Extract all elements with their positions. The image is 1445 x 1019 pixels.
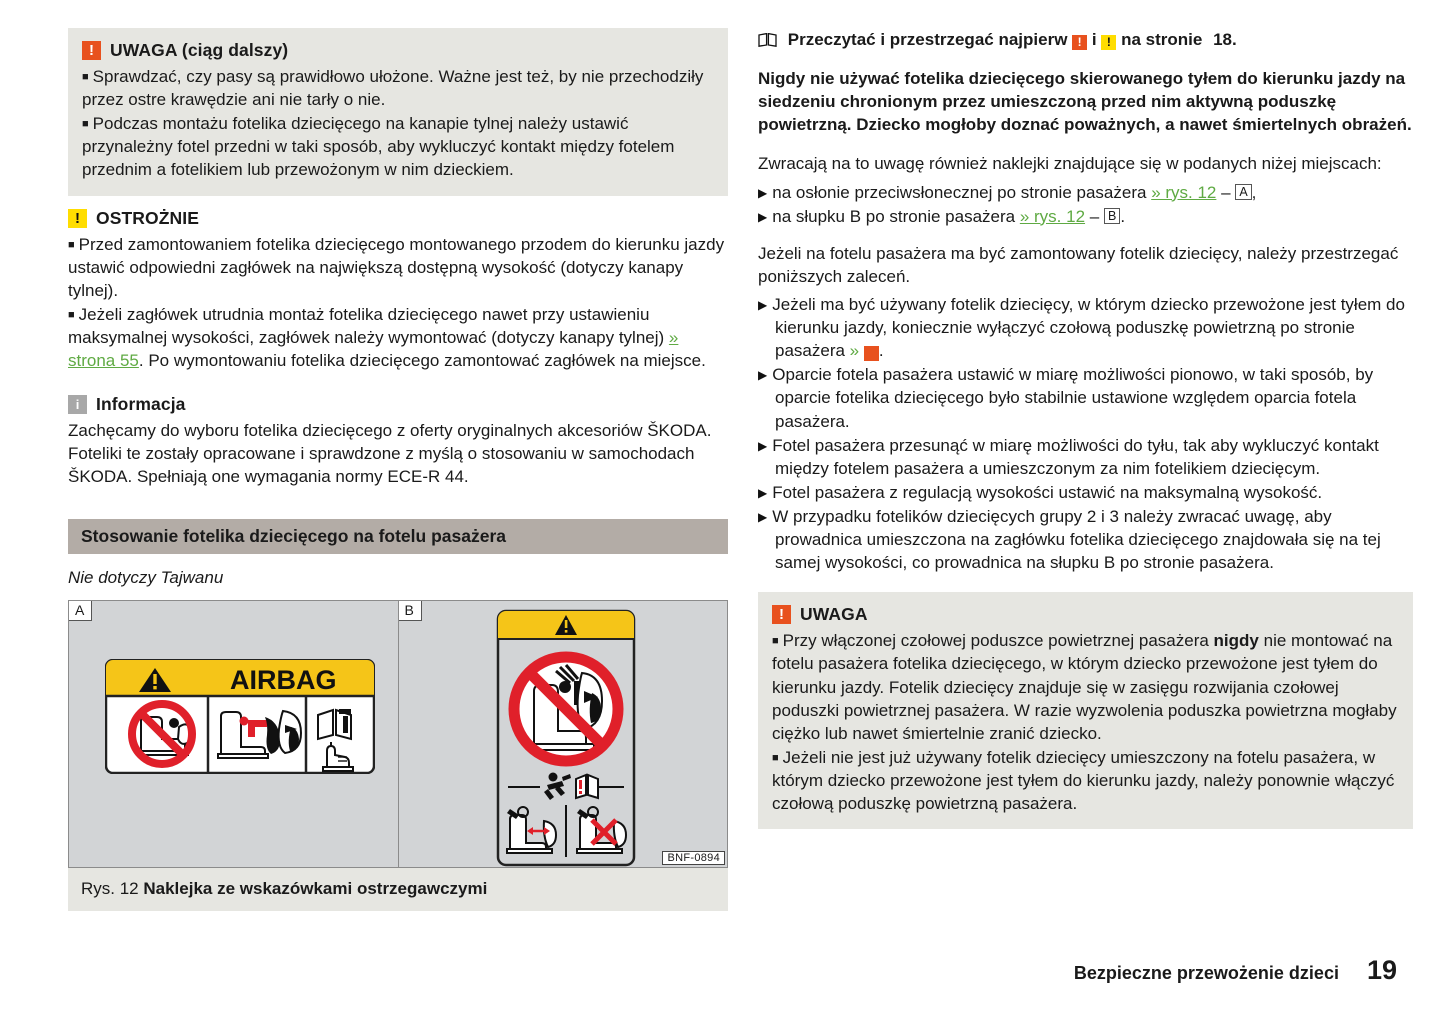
sticker-location-item: ▶ na osłonie przeciwsłonecznej po stronie pasażera » rys. 12 – A ,	[758, 182, 1257, 202]
footer-page-number: 19	[1366, 955, 1397, 985]
triangle-bullet-icon: ▶	[758, 485, 768, 500]
reference-arrow: »	[849, 341, 860, 361]
callout-uwaga-continued	[68, 28, 728, 196]
caution-exclamation-icon: !	[68, 209, 87, 228]
recommendation-item: ▶ Oparcie fotela pasażera ustawić w miarę możliwości pionowo, w taki sposób, by oparcie fotelika dziecięcego było stabilnie ustawione względem oparcia fotela pasażera.	[758, 365, 1374, 431]
triangle-bullet-icon: ▶	[758, 209, 768, 224]
triangle-bullet-icon: ▶	[758, 438, 768, 453]
svg-text:AIRBAG: AIRBAG	[230, 664, 337, 695]
figure-block	[68, 600, 728, 911]
callout-title: UWAGA	[800, 604, 868, 625]
square-bullet-icon: ■	[772, 635, 779, 648]
cross-reference-link[interactable]: » strona 55	[68, 327, 679, 371]
footer-chapter-title: Bezpieczne przewożenie dzieci	[1073, 963, 1339, 983]
square-bullet-icon: ■	[68, 308, 75, 321]
airbag-sticker-b	[496, 609, 636, 867]
label-reference-b: B	[1104, 208, 1120, 224]
information-icon: i	[68, 395, 87, 414]
recommendation-item: ▶ Jeżeli ma być używany fotelik dziecięcy, w którym dziecko przewożone jest tyłem do kierunku jazdy, koniecznie wyłączyć czołową poduszkę powietrzną po stronie pasażera » ! .	[758, 294, 1405, 361]
warning-exclamation-icon: !	[82, 41, 101, 60]
triangle-bullet-icon: ▶	[758, 185, 768, 200]
label-reference-a: A	[1235, 184, 1251, 200]
callout-header	[772, 604, 1399, 625]
figure-reference-link[interactable]: » rys. 12	[1151, 182, 1217, 202]
square-bullet-icon: ■	[68, 238, 75, 251]
sticker-location-item: ▶ na słupku B po stronie pasażera » rys. 12 – B .	[758, 206, 1126, 226]
section-heading: Stosowanie fotelika dziecięcego na fotelu pasażera	[68, 519, 728, 554]
callout-header	[68, 208, 728, 229]
sticker-locations-intro: Zwracają na to uwagę również naklejki znajdujące się w podanych niżej miejscach:	[758, 154, 1382, 174]
page-footer	[1074, 955, 1397, 986]
caution-exclamation-icon: !	[1101, 35, 1116, 50]
figure-panel-a	[69, 601, 398, 867]
left-column	[68, 28, 728, 940]
book-icon	[758, 33, 777, 47]
warning-exclamation-icon: !	[864, 346, 879, 361]
read-first-notice: Przeczytać i przestrzegać najpierw ! i ! na stronie 18.	[758, 28, 1413, 51]
callout-title: Informacja	[96, 394, 186, 415]
triangle-bullet-icon: ▶	[758, 368, 768, 383]
callout-title: OSTROŻNIE	[96, 207, 199, 228]
callout-ostroznie	[68, 196, 728, 383]
figure-source-code: BNF-0894	[662, 851, 725, 865]
bold-warning-text: Nigdy nie używać fotelika dziecięcego skierowanego tyłem do kierunku jazdy na siedzeniu chronionym przez umieszczoną przed nim aktywną poduszkę powietrzną. Dziecko mogłoby doznać poważnych, a nawet śmiertelnych obrażeń.	[758, 69, 1412, 135]
callout-text: Zachęcamy do wyboru fotelika dziecięcego z oferty oryginalnych akcesoriów ŠKODA. Foteliki te zostały opracowane i sprawdzone z myślą o stosowaniu w samochodach ŠKODA. Spełniają one wymagania normy ECE-R 44.	[68, 421, 712, 487]
triangle-bullet-icon: ▶	[758, 297, 768, 312]
callout-bullet: ■ Sprawdzać, czy pasy są prawidłowo ułożone. Ważne jest też, by nie przechodziły przez ostre krawędzie ani nie tarły o nie.	[82, 67, 704, 110]
emphasis-nigdy: nigdy	[1213, 631, 1259, 651]
callout-header	[68, 394, 728, 415]
recommendation-item: ▶ W przypadku fotelików dziecięcych grupy 2 i 3 należy zwracać uwagę, aby prowadnica umieszczona na zagłówku fotelika dziecięcego znajdowała się na tej samej wysokości, co prowadnica na słupku B po stronie pasażera.	[758, 506, 1381, 573]
figure-label-a: A	[69, 601, 92, 621]
square-bullet-icon: ■	[82, 71, 89, 83]
right-column	[758, 28, 1413, 940]
figure-caption	[68, 868, 728, 911]
callout-bullet: ■ Jeżeli nie jest już używany fotelik dziecięcy umieszczony na fotelu pasażera, w którym dziecko przewożone jest tyłem do kierunku jazdy, należy ponownie włączyć czołową poduszkę powietrzną pasażera.	[772, 747, 1395, 814]
callout-bullet: ■ Jeżeli zagłówek utrudnia montaż fotelika dziecięcego nawet przy ustawieniu maksymalnej wysokości, zagłówek należy wymontować (dotyczy kanapy tylnej) » strona 55. Po wymontowaniu fotelika dziecięcego zamontować zagłówek na miejsce.	[68, 304, 706, 371]
callout-informacja	[68, 382, 728, 498]
recommendations-lead: Jeżeli na fotelu pasażera ma być zamontowany fotelik dziecięcy, należy przestrzegać poniższych zaleceń.	[758, 243, 1399, 286]
figure-caption-text: Naklejka ze wskazówkami ostrzegawczymi	[143, 878, 488, 898]
callout-bullet: ■ Podczas montażu fotelika dziecięcego na kanapie tylnej należy ustawić przynależny fotel przedni w taki sposób, aby wykluczyć kontakt między fotelem przednim a fotelikiem lub przewożonym w nim dzieckiem.	[82, 114, 675, 180]
figure-panel-b	[398, 601, 728, 867]
section-note: Nie dotyczy Tajwanu	[68, 567, 224, 587]
callout-bullet: ■ Przed zamontowaniem fotelika dziecięcego montowanego przodem do kierunku jazdy ustawić odpowiedni zagłówek na największą dostępną wysokość (dotyczy kanapy tylnej).	[68, 234, 725, 300]
square-bullet-icon: ■	[772, 751, 779, 764]
square-bullet-icon: ■	[82, 118, 89, 131]
figure-image	[68, 600, 728, 868]
callout-header	[82, 40, 714, 61]
triangle-bullet-icon: ▶	[758, 509, 768, 524]
callout-bullet: ■ Przy włączonej czołowej poduszce powietrznej pasażera nigdy nie montować na fotelu pasażera fotelika dziecięcego, w którym dziecko przewożone jest tyłem do kierunku jazdy. Fotelik dziecięcy znajduje się w zasięgu rozwijania czołowej poduszki powietrznej pasażera. W razie wyzwolenia poduszka powietrzna mogłaby ciężko lub nawet śmiertelnie zranić dziecko.	[772, 631, 1397, 743]
recommendation-item: ▶ Fotel pasażera z regulacją wysokości ustawić na maksymalną wysokość.	[758, 482, 1323, 502]
warning-exclamation-icon: !	[772, 605, 791, 624]
recommendation-item: ▶ Fotel pasażera przesunąć w miarę możliwości do tyłu, tak aby wykluczyć kontakt między fotelem pasażera a umieszczonym za nim fotelikiem dziecięcym.	[758, 435, 1379, 478]
figure-reference-link[interactable]: » rys. 12	[1019, 206, 1086, 226]
callout-uwaga	[758, 592, 1413, 829]
warning-exclamation-icon: !	[1072, 35, 1087, 50]
figure-caption-number: Rys. 12	[81, 878, 139, 898]
figure-label-b: B	[399, 601, 422, 621]
callout-title: UWAGA (ciąg dalszy)	[110, 40, 289, 60]
page-reference: 18.	[1213, 30, 1237, 49]
airbag-sticker-a	[105, 659, 375, 774]
